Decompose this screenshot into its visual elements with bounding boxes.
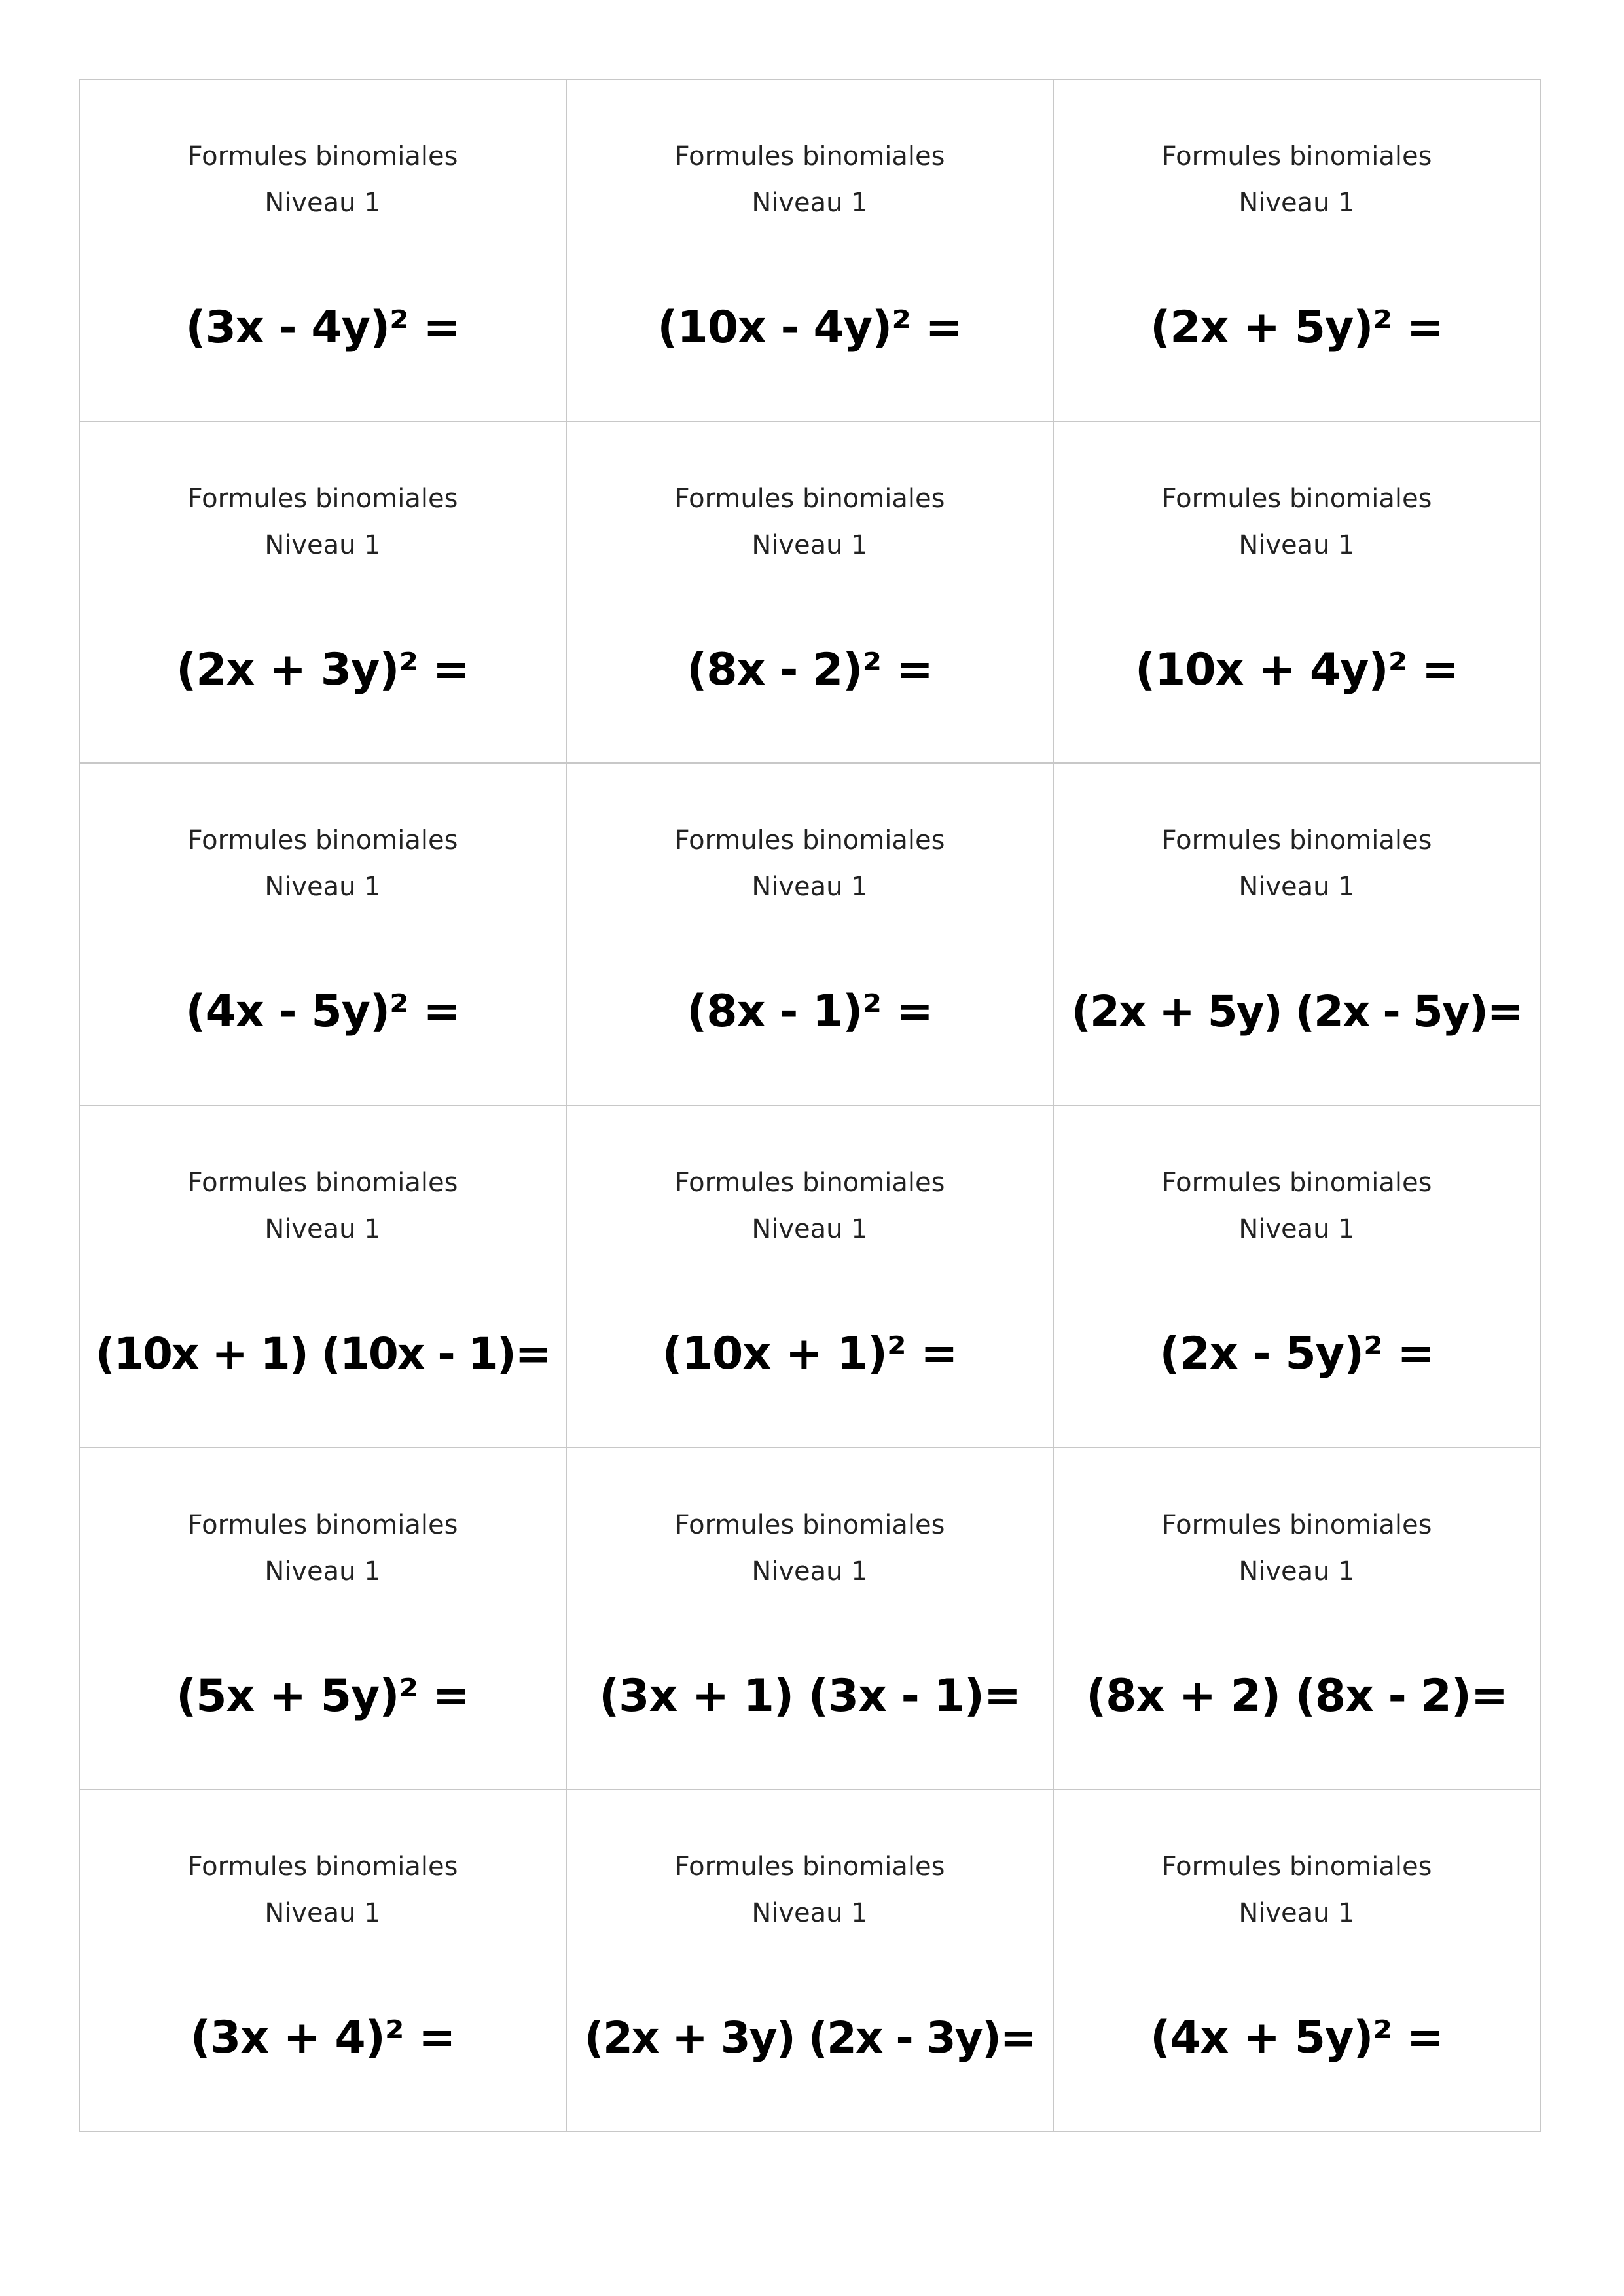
card-level: Niveau 1 xyxy=(1238,1214,1355,1244)
card-formula: (3x - 4y)² = xyxy=(185,302,460,353)
card-formula: (10x + 1) (10x - 1)= xyxy=(95,1329,550,1379)
card-formula: (8x - 2)² = xyxy=(687,643,933,696)
card-formula: (10x + 4y)² = xyxy=(1134,643,1459,696)
card-level: Niveau 1 xyxy=(751,1556,868,1587)
card-level: Niveau 1 xyxy=(751,1214,868,1244)
card-level: Niveau 1 xyxy=(1238,188,1355,218)
card-title: Formules binomiales xyxy=(674,1852,945,1882)
card-title: Formules binomiales xyxy=(674,1509,945,1540)
card-formula: (2x - 5y)² = xyxy=(1159,1328,1434,1380)
card-formula: (10x + 1)² = xyxy=(662,1328,958,1380)
card-title: Formules binomiales xyxy=(1161,483,1432,514)
card-level: Niveau 1 xyxy=(1238,1556,1355,1587)
card-level: Niveau 1 xyxy=(264,1556,381,1587)
card-level: Niveau 1 xyxy=(264,1214,381,1244)
card-formula: (3x + 1) (3x - 1)= xyxy=(599,1670,1020,1722)
card xyxy=(1054,1448,1541,1791)
card-level: Niveau 1 xyxy=(751,1898,868,1929)
card xyxy=(1054,80,1541,422)
card-level: Niveau 1 xyxy=(264,1898,381,1929)
card xyxy=(567,422,1054,764)
card-sheet xyxy=(79,79,1541,2132)
card-formula: (2x + 5y)² = xyxy=(1150,302,1443,353)
card-title: Formules binomiales xyxy=(674,483,945,514)
card-formula: (5x + 5y)² = xyxy=(176,1670,469,1722)
card-level: Niveau 1 xyxy=(751,529,868,560)
card-title: Formules binomiales xyxy=(1161,1852,1432,1882)
card xyxy=(567,80,1054,422)
card xyxy=(1054,764,1541,1106)
card-title: Formules binomiales xyxy=(1161,141,1432,171)
card-title: Formules binomiales xyxy=(674,141,945,171)
card-title: Formules binomiales xyxy=(187,483,458,514)
card xyxy=(1054,422,1541,764)
card-formula: (2x + 3y)² = xyxy=(176,643,469,696)
card-formula: (2x + 5y) (2x - 5y)= xyxy=(1071,986,1523,1037)
card-level: Niveau 1 xyxy=(751,188,868,218)
card-title: Formules binomiales xyxy=(187,825,458,856)
card-title: Formules binomiales xyxy=(674,825,945,856)
card-title: Formules binomiales xyxy=(1161,1509,1432,1540)
card-title: Formules binomiales xyxy=(187,1852,458,1882)
card-level: Niveau 1 xyxy=(264,188,381,218)
card-title: Formules binomiales xyxy=(674,1168,945,1198)
card-formula: (8x - 1)² = xyxy=(687,986,933,1038)
card-formula: (4x + 5y)² = xyxy=(1150,2012,1443,2064)
card xyxy=(567,1790,1054,2132)
card-title: Formules binomiales xyxy=(1161,825,1432,856)
card-level: Niveau 1 xyxy=(751,872,868,903)
card xyxy=(567,1106,1054,1448)
card xyxy=(80,764,567,1106)
card-formula: (2x + 3y) (2x - 3y)= xyxy=(584,2013,1036,2064)
card-level: Niveau 1 xyxy=(1238,529,1355,560)
card-formula: (3x + 4)² = xyxy=(190,2012,456,2064)
card xyxy=(567,1448,1054,1791)
card-formula: (10x - 4y)² = xyxy=(657,302,962,353)
card xyxy=(80,1790,567,2132)
card xyxy=(80,1106,567,1448)
card-level: Niveau 1 xyxy=(264,529,381,560)
card xyxy=(80,80,567,422)
card xyxy=(80,422,567,764)
card-title: Formules binomiales xyxy=(187,1168,458,1198)
card xyxy=(80,1448,567,1791)
card-formula: (4x - 5y)² = xyxy=(185,986,460,1038)
card-level: Niveau 1 xyxy=(1238,872,1355,903)
card-level: Niveau 1 xyxy=(1238,1898,1355,1929)
card-title: Formules binomiales xyxy=(187,141,458,171)
card-title: Formules binomiales xyxy=(1161,1168,1432,1198)
card xyxy=(567,764,1054,1106)
card-level: Niveau 1 xyxy=(264,872,381,903)
card-title: Formules binomiales xyxy=(187,1509,458,1540)
card xyxy=(1054,1790,1541,2132)
card xyxy=(1054,1106,1541,1448)
card-formula: (8x + 2) (8x - 2)= xyxy=(1086,1670,1507,1722)
